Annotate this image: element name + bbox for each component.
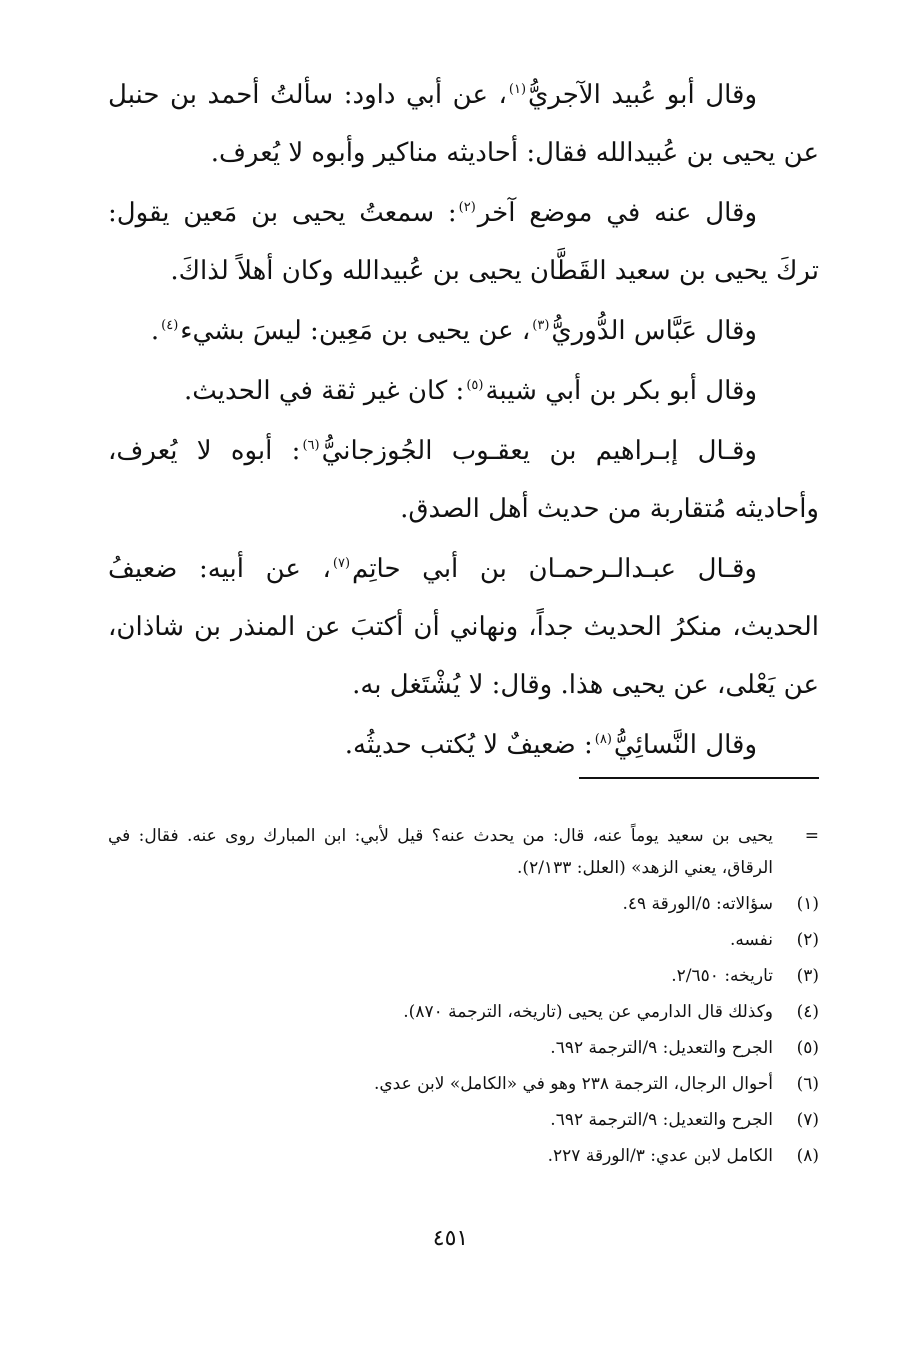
footnote-text: الجرح والتعديل: ٩/الترجمة ٦٩٢. (550, 1110, 773, 1130)
footnote-ref-2[interactable]: (٢) (458, 200, 476, 216)
text-span: : ضعيفٌ لا يُكتب حديثُه. (344, 730, 593, 760)
footnote-text: نفسه. (729, 930, 773, 950)
footnote-text: تاريخه: ٢/٦٥٠. (671, 966, 773, 986)
paragraph-ibn-abi-shayba (108, 362, 819, 420)
continuation-marker: = (804, 826, 819, 846)
footnote-number: (٦) (796, 1074, 819, 1094)
footnote-text: أحوال الرجال، الترجمة ٢٣٨ وهو في «الكامل» لابن عدي. (373, 1074, 773, 1094)
page-number: ٤٥١ (432, 1226, 469, 1251)
footnote-item (108, 1140, 819, 1172)
footnote-item (108, 1068, 819, 1100)
footnote-text: سؤالاته: ٥/الورقة ٤٩. (622, 894, 773, 914)
footnote-separator (579, 777, 819, 779)
paragraph-nasai (108, 716, 819, 774)
footnote-ref-5[interactable]: (٥) (466, 378, 484, 394)
footnote-number: (١) (796, 894, 819, 914)
paragraph-ibn-abi-hatim (108, 540, 819, 714)
footnote-number: (٨) (796, 1146, 819, 1166)
text-span: وقـال إبـراهيم بن يعقـوب الجُوزجانيُّ (321, 436, 757, 466)
paragraph-juzjani (108, 422, 819, 538)
footnote-ref-7[interactable]: (٧) (332, 556, 351, 572)
footnote-item (108, 960, 819, 992)
footnote-ref-3[interactable]: (٣) (532, 318, 550, 334)
text-span: وقال عنه في موضع آخر (477, 198, 757, 228)
text-span: : كان غير ثقة في الحديث. (184, 376, 465, 406)
text-span: وقال النَّسائِيُّ (613, 730, 757, 760)
paragraph-ibn-main (108, 184, 819, 300)
text-span: وقال أبو عُبيد الآجريُّ (528, 80, 757, 110)
footnote-ref-8[interactable]: (٨) (594, 732, 612, 748)
footnote-text: الجرح والتعديل: ٩/الترجمة ٦٩٢. (550, 1038, 773, 1058)
footnote-text: الكامل لابن عدي: ٣/الورقة ٢٢٧. (547, 1146, 773, 1166)
footnote-continuation (108, 820, 819, 884)
footnote-item (108, 996, 819, 1028)
footnote-item (108, 1032, 819, 1064)
footnote-item (108, 1104, 819, 1136)
text-span: ، عن يحيى بن مَعِين: ليسَ بشيء (180, 316, 531, 346)
text-span: . (150, 316, 160, 346)
footnote-ref-1[interactable]: (١) (508, 82, 527, 98)
footnote-ref-4[interactable]: (٤) (161, 318, 179, 334)
text-span: ، عن أبيه: ضعيفُ الحديث، منكرُ الحديث جداً، ونهاني أن أكتبَ عن المنذر بن شاذان، عن يَعْلى، عن يحيى هذا. وقال: لا يُشْتَغل به. (108, 554, 819, 700)
footnote-number: (٤) (796, 1002, 819, 1022)
footnote-number: (٥) (796, 1038, 819, 1058)
text-span: : أبوه لا يُعرف، وأحاديثه مُتقاربة من حديث أهل الصدق. (108, 436, 819, 524)
text-span: ، عن أبي داود: سألتُ أحمد بن حنبل عن يحيى بن عُبيدالله فقال: أحاديثه مناكير وأبوه لا يُعرف. (108, 80, 819, 168)
footnote-ref-6[interactable]: (٦) (302, 438, 320, 454)
text-span: وقال عَبَّاس الدُّوريُّ (551, 316, 757, 346)
footnote-item (108, 888, 819, 920)
main-text (108, 66, 819, 774)
footnote-text: يحيى بن سعيد يوماً عنه، قال: من يحدث عنه؟ قيل لأبي: ابن المبارك روى عنه. فقال: في الرقاق، يعني الزهد» (العلل: ٢/١٣٣). (108, 826, 773, 878)
text-span: : سمعتُ يحيى بن مَعين يقول: تركَ يحيى بن سعيد القَطَّان يحيى بن عُبيدالله وكان أهلاً لذاكَ. (108, 198, 819, 286)
footnote-number: (٧) (796, 1110, 819, 1130)
paragraph-duri (108, 302, 819, 360)
text-span: وقال أبو بكر بن أبي شيبة (485, 376, 757, 406)
footnotes (108, 820, 819, 1176)
footnote-number: (٣) (796, 966, 819, 986)
text-span: وقـال عبـدالـرحمـان بن أبي حاتِم (352, 554, 757, 584)
footnote-item (108, 924, 819, 956)
paragraph-ajurri (108, 66, 819, 182)
footnote-text: وكذلك قال الدارمي عن يحيى (تاريخه، الترجمة ٨٧٠). (403, 1002, 773, 1022)
footnote-number: (٢) (796, 930, 819, 950)
